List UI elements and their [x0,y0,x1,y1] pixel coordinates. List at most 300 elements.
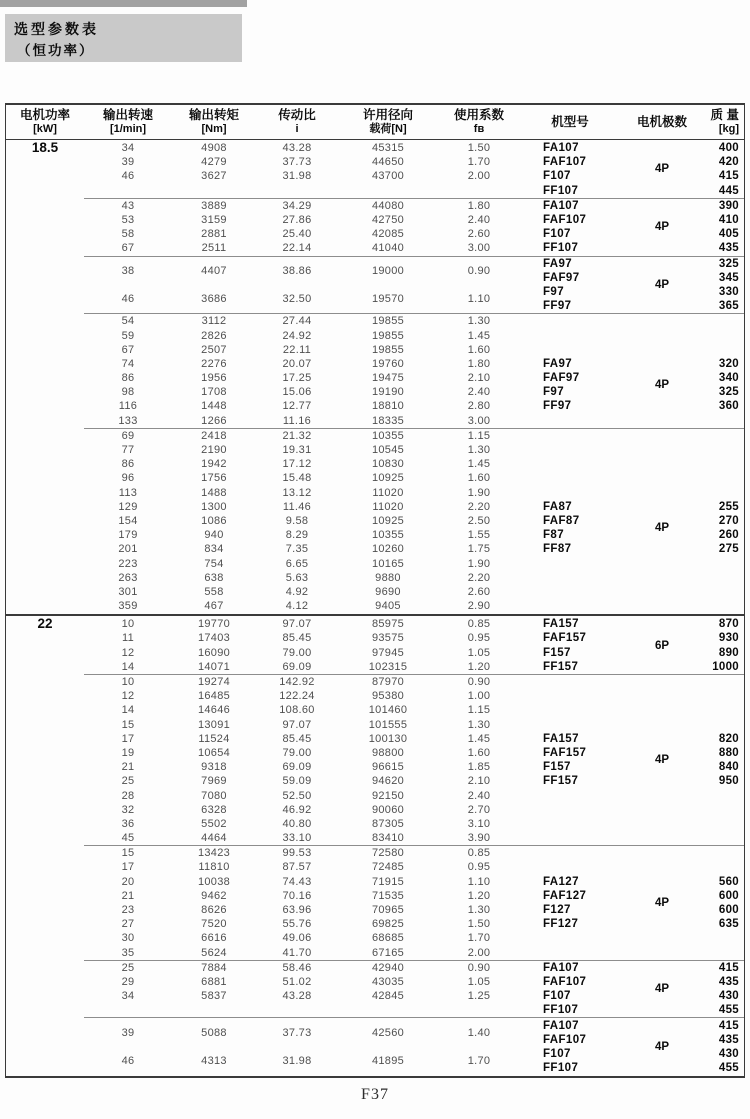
cell-torque: 3889 [201,199,227,212]
mass-value: 455 [718,1062,739,1075]
mass-value: 320 [718,357,739,370]
model-name: F107 [543,228,571,241]
poles-value: 4P [654,221,670,234]
cell-torque: 6881 [201,975,227,988]
cell-fb: 1.10 [467,875,491,888]
model-name: F127 [543,904,571,917]
cell-load: 41040 [371,242,405,255]
cell-torque: 5502 [201,817,227,830]
cell-speed: 15 [121,718,135,731]
cell-fb: 2.60 [467,585,491,598]
cell-torque: 940 [204,529,224,542]
cell-torque: 467 [204,600,224,613]
cell-ratio: 12.77 [282,400,312,413]
gear-block [6,1018,744,1075]
model-name: F107 [543,1047,571,1060]
cell-fb: 1.25 [467,990,491,1003]
table-body [6,140,744,1076]
cell-ratio: 55.76 [282,918,312,931]
cell-load: 92150 [371,789,405,802]
mass-value: 400 [718,142,739,155]
cell-ratio: 21.32 [282,429,312,442]
cell-torque: 1708 [201,386,227,399]
cell-fb: 0.85 [467,618,491,631]
model-name: F97 [543,285,565,298]
header-output-speed: 输出转速 [1/min] [102,107,153,135]
cell-speed: 46 [121,293,135,306]
cell-load: 93575 [371,632,405,645]
cell-ratio: 122.24 [279,690,315,703]
header-mass: 质 量 [kg] [710,107,739,135]
cell-torque: 13423 [197,847,231,860]
cell-speed: 96 [121,472,135,485]
model-name: FF87 [543,543,572,556]
mass-value: 275 [718,543,739,556]
cell-torque: 4313 [201,1055,227,1067]
cell-speed: 179 [118,529,138,542]
cell-load: 44650 [371,156,405,169]
cell-load: 95380 [371,690,405,703]
cell-load: 94620 [371,775,405,788]
mass-value: 445 [718,184,739,197]
cell-load: 10830 [371,458,405,471]
cell-fb: 2.10 [467,775,491,788]
power-section [6,140,744,614]
cell-fb: 2.40 [467,214,491,227]
cell-ratio: 32.50 [282,293,312,306]
cell-ratio: 38.86 [282,264,312,277]
cell-speed: 86 [121,372,135,385]
cell-load: 10355 [371,529,405,542]
cell-speed: 27 [121,918,135,931]
cell-torque: 16485 [197,690,231,703]
cell-fb: 1.00 [467,690,491,703]
cell-ratio: 58.46 [282,961,312,974]
cell-speed: 14 [121,704,135,717]
cell-load: 87305 [371,817,405,830]
poles-value: 4P [654,278,670,291]
mass-value: 405 [718,228,739,241]
cell-load: 90060 [371,803,405,816]
cell-ratio: 15.48 [282,472,312,485]
cell-fb: 2.80 [467,400,491,413]
cell-fb: 2.50 [467,514,491,527]
cell-torque: 10654 [197,746,231,759]
mass-value: 435 [718,975,739,988]
mass-value: 870 [718,618,739,631]
cell-speed: 86 [121,458,135,471]
cell-ratio: 27.44 [282,315,312,328]
model-name: FAF157 [543,632,587,645]
cell-speed: 133 [118,414,138,427]
model-name: FA107 [543,1019,579,1032]
cell-torque: 2276 [201,357,227,370]
cell-ratio: 97.07 [282,618,312,631]
cell-torque: 19770 [197,618,231,631]
cell-torque: 2190 [201,444,227,457]
gear-block [6,257,744,314]
poles-value: 4P [654,754,670,767]
cell-ratio: 19.31 [282,444,312,457]
mass-value: 430 [718,1047,739,1060]
cell-torque: 1448 [201,400,227,413]
cell-fb: 2.20 [467,500,491,513]
cell-speed: 39 [121,156,135,169]
cell-ratio: 4.92 [285,585,309,598]
cell-ratio: 85.45 [282,632,312,645]
model-name: F97 [543,386,565,399]
model-name: FAF97 [543,372,580,385]
cell-ratio: 59.09 [282,775,312,788]
mass-value: 600 [718,889,739,902]
cell-fb: 1.70 [467,156,491,169]
cell-speed: 45 [121,832,135,845]
cell-fb: 1.50 [467,918,491,931]
cell-ratio: 74.43 [282,875,312,888]
model-name: FF97 [543,300,572,313]
cell-ratio: 13.12 [282,486,312,499]
cell-speed: 69 [121,429,135,442]
cell-ratio: 33.10 [282,832,312,845]
cell-torque: 834 [204,543,224,556]
cell-load: 9690 [375,585,401,598]
header-motor-power: 电机功率 [kW] [19,107,70,135]
cell-fb: 1.30 [467,444,491,457]
model-name: FF107 [543,1004,579,1017]
model-name: FAF107 [543,214,587,227]
cell-speed: 11 [121,632,135,645]
cell-speed: 58 [121,228,135,241]
table-header [6,105,744,140]
cell-fb: 1.20 [467,660,491,673]
cell-load: 10545 [371,444,405,457]
cell-speed: 34 [121,990,135,1003]
cell-load: 70965 [371,904,405,917]
header-poles: 电机极数 [636,114,687,129]
cell-speed: 19 [121,746,135,759]
page-subtitle: （恒功率） [17,43,95,59]
mass-value: 325 [718,386,739,399]
cell-speed: 12 [121,646,135,659]
cell-fb: 2.00 [467,946,491,959]
mass-value: 435 [718,1033,739,1046]
cell-speed: 59 [121,329,135,342]
cell-ratio: 24.92 [282,329,312,342]
cell-load: 18810 [371,400,405,413]
cell-load: 71535 [371,889,405,902]
model-name: FF157 [543,775,579,788]
cell-speed: 38 [121,264,135,277]
cell-load: 19760 [371,357,405,370]
cell-ratio: 108.60 [279,704,315,717]
cell-speed: 34 [121,142,135,155]
cell-torque: 11524 [198,732,230,745]
cell-ratio: 85.45 [282,732,312,745]
top-accent-bar [0,0,247,7]
cell-speed: 25 [121,775,135,788]
cell-torque: 1488 [201,486,227,499]
cell-load: 71915 [371,875,405,888]
cell-torque: 7520 [201,918,227,931]
cell-torque: 9462 [201,889,227,902]
cell-load: 19855 [371,315,405,328]
mass-value: 340 [718,372,739,385]
cell-fb: 2.20 [467,571,491,584]
cell-torque: 1266 [201,414,227,427]
model-name: FA87 [543,500,573,513]
cell-load: 102315 [368,660,408,673]
cell-speed: 46 [121,1055,135,1067]
poles-value: 4P [654,379,670,392]
cell-ratio: 37.73 [282,156,312,169]
selection-parameter-table [5,103,745,1078]
mass-value: 330 [718,285,739,298]
cell-ratio: 142.92 [279,676,315,689]
mass-value: 415 [718,170,739,183]
cell-fb: 1.45 [467,329,491,342]
cell-fb: 1.80 [467,357,491,370]
model-name: FAF107 [543,975,587,988]
cell-speed: 10 [121,676,135,689]
cell-torque: 11810 [198,861,230,874]
cell-fb: 1.20 [467,889,491,902]
model-name: FA157 [543,732,579,745]
cell-speed: 17 [121,732,135,745]
cell-fb: 2.90 [467,600,491,613]
cell-torque: 14071 [197,660,231,673]
cell-ratio: 25.40 [282,228,312,241]
cell-torque: 2881 [201,228,227,241]
gear-block [6,961,744,1018]
model-name: FA107 [543,961,579,974]
cell-speed: 54 [121,315,135,328]
cell-torque: 14646 [197,704,231,717]
cell-fb: 2.00 [467,170,491,183]
cell-ratio: 70.16 [282,889,312,902]
cell-fb: 1.10 [467,293,491,306]
cell-ratio: 46.92 [282,803,312,816]
model-name: F107 [543,990,571,1003]
cell-ratio: 11.16 [282,414,312,427]
cell-load: 43700 [371,170,405,183]
cell-load: 45315 [371,142,405,155]
model-name: FA127 [543,875,579,888]
cell-load: 98800 [371,746,405,759]
cell-load: 69825 [371,918,405,931]
cell-load: 85975 [371,618,405,631]
cell-speed: 154 [118,514,138,527]
cell-ratio: 6.65 [285,557,309,570]
cell-ratio: 37.73 [282,1026,312,1039]
mass-value: 435 [718,242,739,255]
cell-torque: 2511 [201,242,227,255]
mass-value: 420 [718,156,739,169]
cell-torque: 1756 [201,472,227,485]
page-title: 选型参数表 [14,21,99,37]
cell-fb: 0.90 [467,961,491,974]
cell-speed: 10 [121,618,135,631]
cell-load: 9880 [375,571,401,584]
cell-ratio: 40.80 [282,817,312,830]
cell-load: 19570 [371,293,405,306]
cell-ratio: 99.53 [282,847,312,860]
cell-fb: 1.55 [467,529,491,542]
cell-fb: 1.50 [467,142,491,155]
cell-torque: 558 [204,585,224,598]
model-name: F157 [543,646,571,659]
cell-torque: 19274 [197,676,231,689]
cell-load: 83410 [371,832,405,845]
mass-value: 820 [718,732,739,745]
cell-load: 87970 [371,676,405,689]
cell-load: 42085 [371,228,405,241]
cell-speed: 201 [118,543,138,556]
cell-speed: 35 [121,946,135,959]
cell-fb: 3.10 [467,817,491,830]
header-output-torque: 输出转矩 [Nm] [188,107,239,135]
cell-torque: 5624 [201,946,227,959]
header-radial-load: 许用径向 载荷[N] [362,107,413,135]
cell-ratio: 43.28 [282,142,312,155]
cell-torque: 17403 [197,632,231,645]
cell-torque: 2418 [201,429,227,442]
header-service-factor: 使用系数 fʙ [453,107,504,135]
model-name: FA107 [543,199,579,212]
mass-value: 260 [718,529,739,542]
cell-speed: 32 [121,803,135,816]
gear-block [6,429,744,613]
header-model: 机型号 [551,114,589,129]
cell-speed: 36 [121,817,135,830]
cell-speed: 98 [121,386,135,399]
cell-ratio: 31.98 [282,1055,312,1067]
cell-ratio: 69.09 [282,660,312,673]
cell-speed: 67 [121,343,135,356]
cell-speed: 12 [121,690,135,703]
cell-fb: 1.45 [467,732,491,745]
model-name: FAF127 [543,889,587,902]
cell-load: 11020 [372,500,404,513]
cell-fb: 2.60 [467,228,491,241]
cell-ratio: 43.28 [282,990,312,1003]
cell-load: 11020 [372,486,404,499]
page-number: F37 [361,1086,389,1103]
cell-torque: 1942 [201,458,227,471]
cell-ratio: 4.12 [285,600,309,613]
mass-value: 390 [718,199,739,212]
cell-ratio: 11.46 [282,500,312,513]
mass-value: 430 [718,990,739,1003]
cell-speed: 28 [121,789,135,802]
poles-value: 4P [654,896,670,909]
cell-fb: 3.00 [467,242,491,255]
cell-speed: 21 [121,761,135,774]
cell-load: 96615 [371,761,405,774]
cell-speed: 20 [121,875,135,888]
model-name: FF107 [543,184,579,197]
cell-speed: 301 [118,585,138,598]
cell-torque: 3627 [201,170,227,183]
cell-fb: 0.90 [467,264,491,277]
cell-torque: 3159 [201,214,227,227]
mass-value: 360 [718,400,739,413]
cell-torque: 1300 [201,500,227,513]
cell-fb: 2.70 [467,803,491,816]
cell-speed: 25 [121,961,135,974]
cell-fb: 1.30 [467,904,491,917]
cell-fb: 2.40 [467,386,491,399]
cell-fb: 1.60 [467,746,491,759]
poles-value: 4P [654,522,670,535]
cell-load: 72485 [371,861,405,874]
cell-speed: 39 [121,1026,135,1039]
cell-ratio: 27.86 [282,214,312,227]
cell-speed: 29 [121,975,135,988]
cell-torque: 638 [204,571,224,584]
cell-fb: 1.15 [467,429,491,442]
cell-load: 101555 [368,718,408,731]
cell-torque: 5837 [201,990,227,1003]
model-name: FA97 [543,257,573,270]
mass-value: 455 [718,1004,739,1017]
cell-torque: 7080 [201,789,227,802]
cell-fb: 1.75 [467,543,491,556]
mass-value: 950 [718,775,739,788]
cell-speed: 359 [118,600,138,613]
cell-load: 9405 [375,600,401,613]
motor-power-value: 18.5 [31,140,59,155]
cell-torque: 4464 [201,832,227,845]
cell-torque: 9318 [201,761,227,774]
cell-load: 43035 [371,975,405,988]
cell-fb: 1.60 [467,472,491,485]
cell-speed: 46 [121,170,135,183]
mass-value: 325 [718,257,739,270]
cell-load: 19475 [371,372,405,385]
cell-speed: 17 [121,861,135,874]
cell-load: 67165 [371,946,405,959]
power-section [6,614,744,1076]
cell-load: 19855 [371,343,405,356]
header-ratio: 传动比 i [278,107,316,135]
cell-torque: 4407 [201,264,227,277]
mass-value: 345 [718,271,739,284]
cell-fb: 1.30 [467,315,491,328]
poles-value: 4P [654,1040,670,1053]
cell-load: 44080 [371,199,405,212]
cell-speed: 53 [121,214,135,227]
model-name: FF97 [543,400,572,413]
cell-torque: 2826 [201,329,227,342]
cell-ratio: 87.57 [282,861,312,874]
cell-ratio: 15.06 [282,386,312,399]
cell-fb: 3.90 [467,832,491,845]
model-name: FF107 [543,1062,579,1075]
model-name: FF107 [543,242,579,255]
cell-fb: 0.90 [467,676,491,689]
cell-load: 10260 [371,543,405,556]
cell-torque: 10038 [197,875,231,888]
cell-speed: 74 [121,357,135,370]
cell-ratio: 5.63 [285,571,309,584]
cell-speed: 67 [121,242,135,255]
cell-torque: 16090 [197,646,231,659]
cell-ratio: 41.70 [282,946,312,959]
mass-value: 930 [718,632,739,645]
cell-fb: 1.15 [467,704,491,717]
cell-fb: 1.60 [467,343,491,356]
cell-speed: 223 [118,557,138,570]
